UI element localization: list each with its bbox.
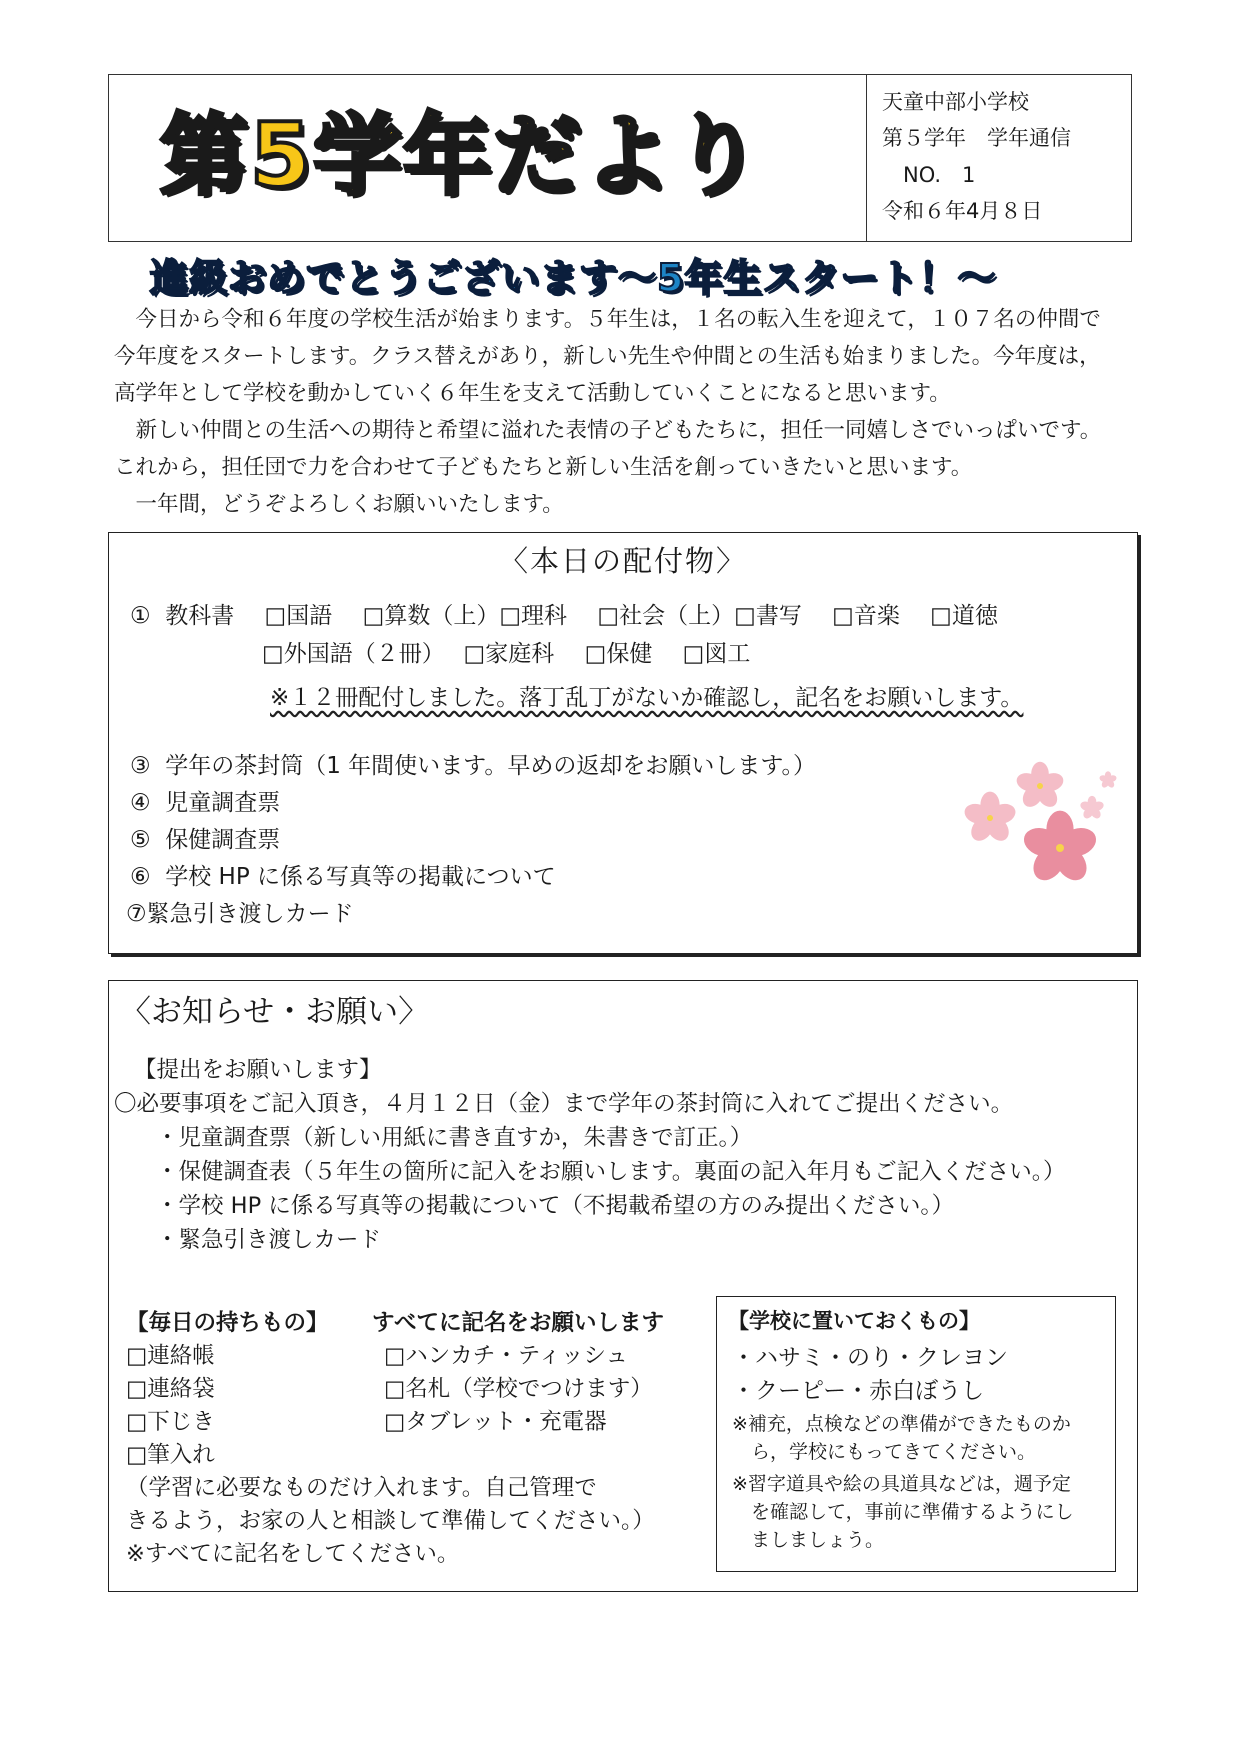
school-note: ましましょう。 bbox=[732, 1529, 885, 1551]
intro-line: 今年度をスタートします。クラス替えがあり，新しい先生や仲間との生活も始まりました。今年度は， bbox=[114, 344, 1101, 369]
daily-note: きるよう，お家の人と相談して準備してください。） bbox=[126, 1508, 655, 1534]
submit-item: ・学校 HP に係る写真等の掲載について（不掲載希望の方のみ提出ください。） bbox=[156, 1193, 955, 1219]
distribution-item: ⑤ 保健調査票 bbox=[130, 827, 281, 853]
issue-date: 令和６年4月８日 bbox=[882, 199, 1043, 223]
newsletter-type: 第５学年 学年通信 bbox=[882, 126, 1071, 150]
submit-item: ・緊急引き渡しカード bbox=[156, 1227, 382, 1253]
school-name: 天童中部小学校 bbox=[882, 90, 1029, 114]
daily-item: □名札（学校でつけます） bbox=[384, 1376, 653, 1402]
intro-line: 新しい仲間との生活への期待と希望に溢れた表情の子どもたちに，担任一同嬉しさでいっぱいです。 bbox=[114, 418, 1102, 443]
daily-subheading: すべてに記名をお願いします bbox=[372, 1310, 665, 1336]
masthead-title: 第5学年だより bbox=[160, 104, 764, 207]
distribution-item: ③ 学年の茶封筒（1 年間使います。早めの返却をお願いします。） bbox=[130, 753, 817, 779]
daily-item: □連絡袋 bbox=[126, 1376, 215, 1402]
distribution-title: 〈本日の配付物〉 bbox=[498, 544, 747, 578]
school-item: ・クーピー・赤白ぼうし bbox=[732, 1378, 985, 1404]
school-item: ・ハサミ・のり・クレヨン bbox=[732, 1345, 1008, 1371]
daily-item: □筆入れ bbox=[126, 1442, 215, 1468]
school-note: ら，学校にもってきてください。 bbox=[732, 1441, 1037, 1463]
daily-note: （学習に必要なものだけ入れます。自己管理で bbox=[126, 1475, 597, 1501]
daily-item: □下じき bbox=[126, 1409, 215, 1435]
headline-banner: 進級おめでとうございます～5年生スタート！～ bbox=[150, 256, 997, 300]
school-note: ※補充，点検などの準備ができたものか bbox=[732, 1413, 1071, 1435]
daily-item: □タブレット・充電器 bbox=[384, 1409, 607, 1435]
notice-title: 〈お知らせ・お願い〉 bbox=[120, 994, 430, 1030]
intro-line: これから，担任団で力を合わせて子どもたちと新しい生活を創っていきたいと思います。 bbox=[114, 455, 973, 480]
textbook-list-line: ① 教科書 □国語 □算数（上）□理科 □社会（上）□書写 □音楽 □道徳 bbox=[130, 603, 998, 629]
submit-lead: 〇必要事項をご記入頂き，４月１２日（金）まで学年の茶封筒に入れてご提出ください。 bbox=[114, 1091, 1014, 1117]
textbook-note: ※１２冊配付しました。落丁乱丁がないか確認し，記名をお願いします。 bbox=[270, 685, 1024, 711]
submit-heading: 【提出をお願いします】 bbox=[134, 1057, 382, 1083]
daily-item: □ハンカチ・ティッシュ bbox=[384, 1343, 629, 1369]
distribution-item: ⑦緊急引き渡しカード bbox=[126, 901, 354, 927]
school-items-heading: 【学校に置いておくもの】 bbox=[728, 1309, 980, 1333]
daily-heading: 【毎日の持ちもの】 bbox=[126, 1310, 329, 1336]
daily-note: ※すべてに記名をしてください。 bbox=[126, 1541, 460, 1567]
distribution-item: ④ 児童調査票 bbox=[130, 790, 281, 816]
header-divider bbox=[866, 74, 867, 242]
distribution-item: ⑥ 学校 HP に係る写真等の掲載について bbox=[130, 864, 556, 890]
intro-line: 一年間，どうぞよろしくお願いいたします。 bbox=[114, 492, 564, 517]
school-note: を確認して，事前に準備するようにし bbox=[732, 1501, 1074, 1523]
submit-item: ・児童調査票（新しい用紙に書き直すか，朱書きで訂正。） bbox=[156, 1125, 753, 1151]
intro-line: 今日から令和６年度の学校生活が始まります。５年生は，１名の転入生を迎えて，１０７名の仲間で bbox=[114, 307, 1101, 332]
intro-line: 高学年として学校を動かしていく６年生を支えて活動していくことになると思います。 bbox=[114, 381, 951, 406]
submit-item: ・保健調査表（５年生の箇所に記入をお願いします。裏面の記入年月もご記入ください。） bbox=[156, 1159, 1066, 1185]
school-note: ※習字道具や絵の具道具などは，週予定 bbox=[732, 1473, 1071, 1495]
textbook-list-line: □外国語（２冊） □家庭科 □保健 □図工 bbox=[262, 641, 751, 667]
daily-item: □連絡帳 bbox=[126, 1343, 215, 1369]
sakura-flowers-icon bbox=[960, 758, 1120, 888]
issue-number: NO. 1 bbox=[882, 163, 976, 187]
